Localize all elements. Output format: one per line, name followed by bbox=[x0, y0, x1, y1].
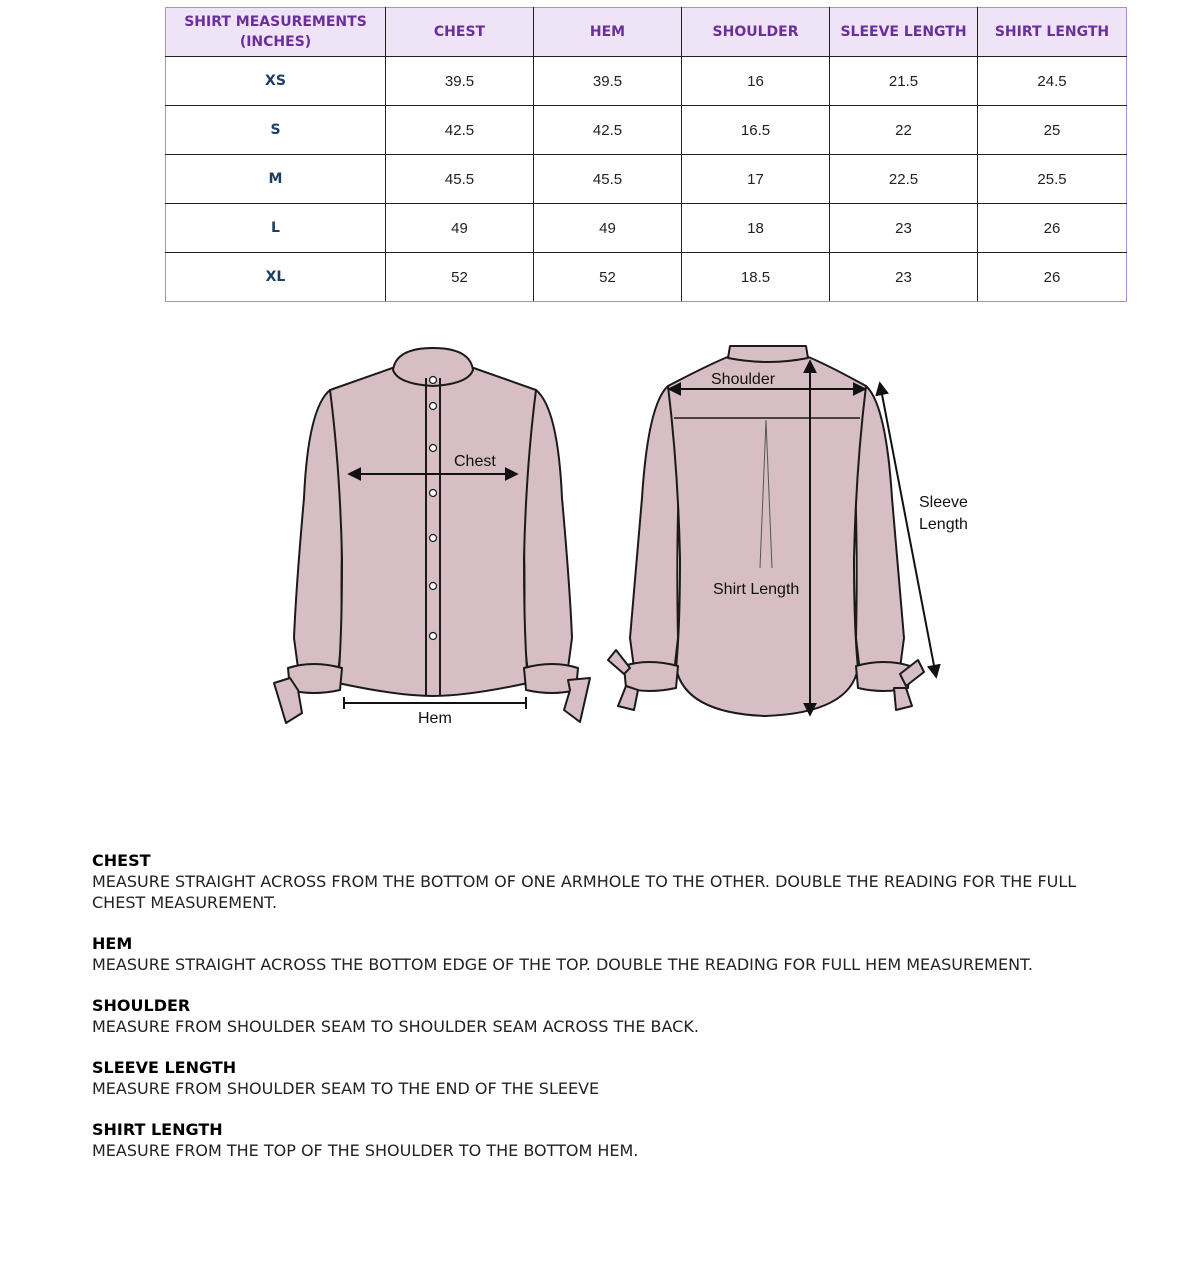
shirt-length-value: 25 bbox=[978, 106, 1127, 155]
measurement-instructions bbox=[92, 850, 1092, 1181]
back-shirt-body bbox=[608, 346, 924, 716]
size-label: L bbox=[166, 204, 386, 253]
header-shoulder: SHOULDER bbox=[682, 8, 830, 57]
header-sleeve-length: SLEEVE LENGTH bbox=[830, 8, 978, 57]
hem-value: 39.5 bbox=[534, 57, 682, 106]
instruction-text: MEASURE FROM SHOULDER SEAM TO SHOULDER SEAM ACROSS THE BACK. bbox=[92, 1017, 699, 1036]
sleeve-label-line-1: Sleeve bbox=[919, 494, 968, 511]
size-label: S bbox=[166, 106, 386, 155]
chest-value: 52 bbox=[386, 253, 534, 302]
table-header-row bbox=[166, 8, 1127, 57]
hem-value: 42.5 bbox=[534, 106, 682, 155]
shirt-length-value: 26 bbox=[978, 204, 1127, 253]
header-chest: CHEST bbox=[386, 8, 534, 57]
instruction-text: MEASURE FROM SHOULDER SEAM TO THE END OF THE SLEEVE bbox=[92, 1079, 600, 1098]
sleeve-length-value: 21.5 bbox=[830, 57, 978, 106]
chest-value: 49 bbox=[386, 204, 534, 253]
instruction-title: SHOULDER bbox=[92, 996, 191, 1015]
size-label: XL bbox=[166, 253, 386, 302]
shoulder-label: Shoulder bbox=[711, 371, 776, 388]
sleeve-length-value: 23 bbox=[830, 204, 978, 253]
instruction-text: MEASURE STRAIGHT ACROSS FROM THE BOTTOM OF ONE ARMHOLE TO THE OTHER. DOUBLE THE READING FOR THE FULL CHEST MEASUREMENT. bbox=[92, 872, 1077, 912]
instruction-text: MEASURE STRAIGHT ACROSS THE BOTTOM EDGE OF THE TOP. DOUBLE THE READING FOR FULL HEM MEASUREMENT. bbox=[92, 955, 1034, 974]
chest-value: 45.5 bbox=[386, 155, 534, 204]
shirt-length-value: 26 bbox=[978, 253, 1127, 302]
instruction-shoulder bbox=[92, 995, 1092, 1037]
size-chart-table bbox=[165, 7, 1127, 302]
table-row bbox=[166, 204, 1127, 253]
sleeve-label-line-2: Length bbox=[919, 516, 968, 533]
shoulder-value: 16 bbox=[682, 57, 830, 106]
table-row bbox=[166, 155, 1127, 204]
instruction-hem bbox=[92, 933, 1092, 975]
instruction-text: MEASURE FROM THE TOP OF THE SHOULDER TO THE BOTTOM HEM. bbox=[92, 1141, 639, 1160]
shoulder-value: 16.5 bbox=[682, 106, 830, 155]
hem-measure-bracket bbox=[344, 697, 526, 709]
hem-value: 52 bbox=[534, 253, 682, 302]
chest-value: 42.5 bbox=[386, 106, 534, 155]
instruction-chest bbox=[92, 850, 1092, 913]
table-row bbox=[166, 253, 1127, 302]
front-shirt-svg bbox=[268, 338, 598, 738]
header-hem: HEM bbox=[534, 8, 682, 57]
shoulder-value: 18.5 bbox=[682, 253, 830, 302]
shirt-length-value: 25.5 bbox=[978, 155, 1127, 204]
sleeve-length-value: 23 bbox=[830, 253, 978, 302]
shirt-length-label: Shirt Length bbox=[713, 581, 800, 598]
shirt-length-value: 24.5 bbox=[978, 57, 1127, 106]
table-row bbox=[166, 106, 1127, 155]
back-shirt-svg bbox=[600, 338, 968, 738]
shoulder-value: 18 bbox=[682, 204, 830, 253]
size-label: M bbox=[166, 155, 386, 204]
instruction-title: CHEST bbox=[92, 851, 151, 870]
hem-label: Hem bbox=[418, 710, 452, 727]
size-label: XS bbox=[166, 57, 386, 106]
sleeve-length-value: 22 bbox=[830, 106, 978, 155]
instruction-title: SLEEVE LENGTH bbox=[92, 1058, 237, 1077]
chest-value: 39.5 bbox=[386, 57, 534, 106]
hem-value: 45.5 bbox=[534, 155, 682, 204]
instruction-title: SHIRT LENGTH bbox=[92, 1120, 223, 1139]
header-shirt-length: SHIRT LENGTH bbox=[978, 8, 1127, 57]
front-shirt-illustration bbox=[268, 338, 598, 738]
hem-value: 49 bbox=[534, 204, 682, 253]
sleeve-length-value: 22.5 bbox=[830, 155, 978, 204]
instruction-sleeve-length bbox=[92, 1057, 1092, 1099]
header-measurements: SHIRT MEASUREMENTS (INCHES) bbox=[166, 8, 386, 57]
back-shirt-illustration bbox=[600, 338, 968, 738]
shoulder-value: 17 bbox=[682, 155, 830, 204]
table-row bbox=[166, 57, 1127, 106]
instruction-shirt-length bbox=[92, 1119, 1092, 1161]
instruction-title: HEM bbox=[92, 934, 133, 953]
chest-label: Chest bbox=[454, 453, 496, 470]
